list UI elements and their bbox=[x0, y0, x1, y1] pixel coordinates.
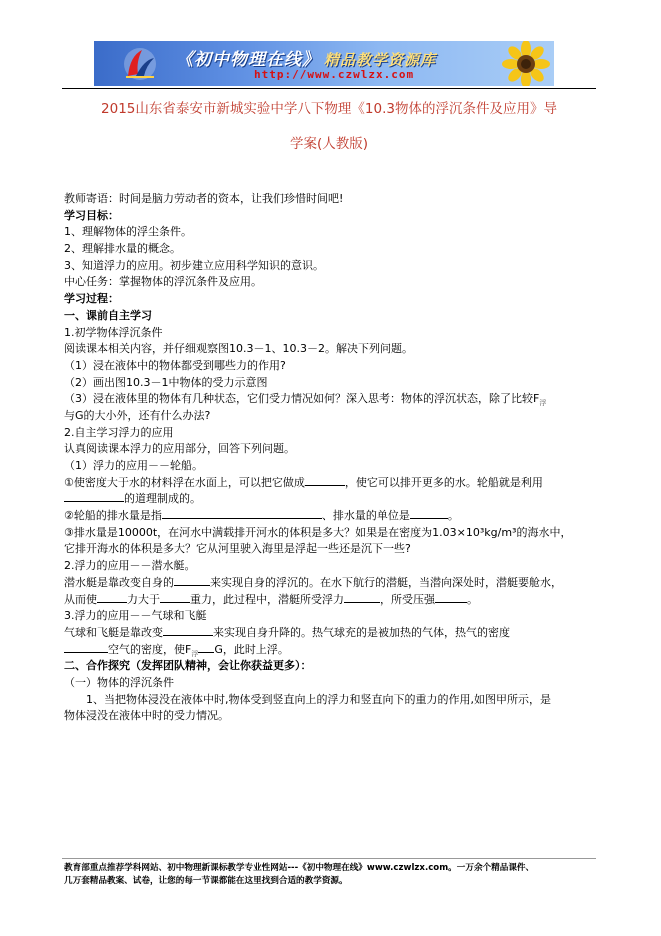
center-task: 中心任务：掌握物体的浮沉条件及应用。 bbox=[64, 275, 262, 289]
process-heading: 学习过程： bbox=[64, 292, 119, 306]
fill-blank[interactable] bbox=[162, 508, 322, 519]
fill-blank[interactable] bbox=[97, 592, 127, 603]
goal-item: 3、知道浮力的应用。初步建立应用科学知识的意识。 bbox=[64, 258, 324, 272]
document-title-line2: 学案(人教版) bbox=[289, 136, 369, 152]
question: 潜水艇是靠改变自身的 来实现自身的浮沉的。在水下航行的潜艇，当潜向深处时，潜艇要舱水， bbox=[64, 575, 562, 589]
question-continued: 与G的大小外，还有什么办法? bbox=[64, 408, 211, 422]
question: （3）浸在液体里的物体有几种状态，它们受力情况如何？深入思考：物体的浮沉状态，除了比较$F_浮$ bbox=[64, 392, 547, 408]
banner-url-link[interactable]: http://www.czwlzx.com bbox=[254, 68, 415, 81]
subsection-heading: 1.初学物体浮沉条件 bbox=[64, 325, 163, 339]
question-continued: 的道理制成的。 bbox=[64, 491, 596, 508]
goal-item: 1、理解物体的浮尘条件。 bbox=[64, 225, 192, 239]
section-heading: 一、课前自主学习 bbox=[64, 308, 152, 322]
question: （2）画出图10.3－1中物体的受力示意图 bbox=[64, 375, 268, 389]
fill-blank[interactable] bbox=[174, 575, 210, 586]
document-title-line1: 2015山东省泰安市新城实验中学八下物理《10.3物体的浮沉条件及应用》导 bbox=[101, 101, 557, 117]
question: ③排水量是10000t，在河水中满载排开河水的体积是多大？如果是在密度为1.03×10³kg/m³的海水中， bbox=[64, 525, 572, 539]
fill-blank[interactable] bbox=[64, 491, 124, 502]
page-footer bbox=[64, 862, 596, 888]
footer-line: 教育部重点推荐学科网站、初中物理新课标教学专业性网站---《初中物理在线》www.czwlzx.com。一万余个精品课件、 bbox=[64, 863, 535, 873]
site-logo-icon bbox=[122, 46, 158, 82]
header-divider bbox=[62, 88, 596, 89]
fill-blank[interactable] bbox=[198, 642, 214, 653]
banner-title: 《初中物理在线》 精品教学资源库 bbox=[176, 50, 437, 70]
paragraph-continued: 物体浸没在液体中时的受力情况。 bbox=[64, 709, 229, 723]
paragraph: 阅读课本相关内容，并仔细观察图10.3－1、10.3－2。解决下列问题。 bbox=[64, 342, 413, 356]
question: ①使密度大于水的材料浮在水面上，可以把它做成 ，使它可以排开更多的水。轮船就是利用 bbox=[64, 475, 543, 489]
subsection-heading: 2.自主学习浮力的应用 bbox=[64, 425, 174, 439]
footer-line: 几万套精品教案、试卷，让您的每一节课都能在这里找到合适的教学资源。 bbox=[64, 876, 348, 886]
question-continued: 它排开海水的体积是多大？它从河里驶入海里是浮起一些还是沉下一些? bbox=[64, 542, 411, 556]
teacher-motto: 教师寄语：时间是脑力劳动者的资本，让我们珍惜时间吧! bbox=[64, 192, 344, 205]
question: （1）浮力的应用－－轮船。 bbox=[64, 459, 203, 472]
goal-item: 2、理解排水量的概念。 bbox=[64, 242, 181, 256]
question: 气球和飞艇是靠改变 来实现自身升降的。热气球充的是被加热的气体，热气的密度 bbox=[64, 625, 510, 639]
subsection-heading: （一）物体的浮沉条件 bbox=[64, 675, 174, 689]
document-body bbox=[64, 191, 596, 725]
question-continued: 空气的密度，使$F_浮$ G，此时上浮。 bbox=[64, 642, 596, 659]
goals-heading: 学习目标： bbox=[64, 208, 119, 222]
subsection-heading: 3.浮力的应用－－气球和飞艇 bbox=[64, 609, 207, 623]
fill-blank[interactable] bbox=[64, 642, 108, 653]
fill-blank[interactable] bbox=[410, 508, 448, 519]
fill-blank[interactable] bbox=[435, 592, 467, 603]
question: ②轮船的排水量是指 、排水量的单位是 。 bbox=[64, 509, 459, 523]
sunflower-icon bbox=[498, 41, 554, 86]
paragraph: 1、当把物体浸没在液体中时,物体受到竖直向上的浮力和竖直向下的重力的作用,如图甲所示，是 bbox=[86, 692, 551, 706]
subsection-heading: 2.浮力的应用－－潜水艇。 bbox=[64, 559, 196, 573]
fill-blank[interactable] bbox=[305, 475, 345, 486]
question: （1）浸在液体中的物体都受到哪些力的作用? bbox=[64, 358, 286, 372]
fill-blank[interactable] bbox=[160, 592, 190, 603]
question-continued: 从而使 力大于 重力，此过程中，潜艇所受浮力 ，所受压强 。 bbox=[64, 592, 478, 606]
fill-blank[interactable] bbox=[344, 592, 380, 603]
fill-blank[interactable] bbox=[163, 625, 213, 636]
header-banner bbox=[94, 41, 554, 86]
section-heading: 二、合作探究（发挥团队精神，会让你获益更多）： bbox=[64, 659, 312, 673]
footer-divider bbox=[62, 858, 596, 859]
paragraph: 认真阅读课本浮力的应用部分，回答下列问题。 bbox=[64, 442, 295, 456]
